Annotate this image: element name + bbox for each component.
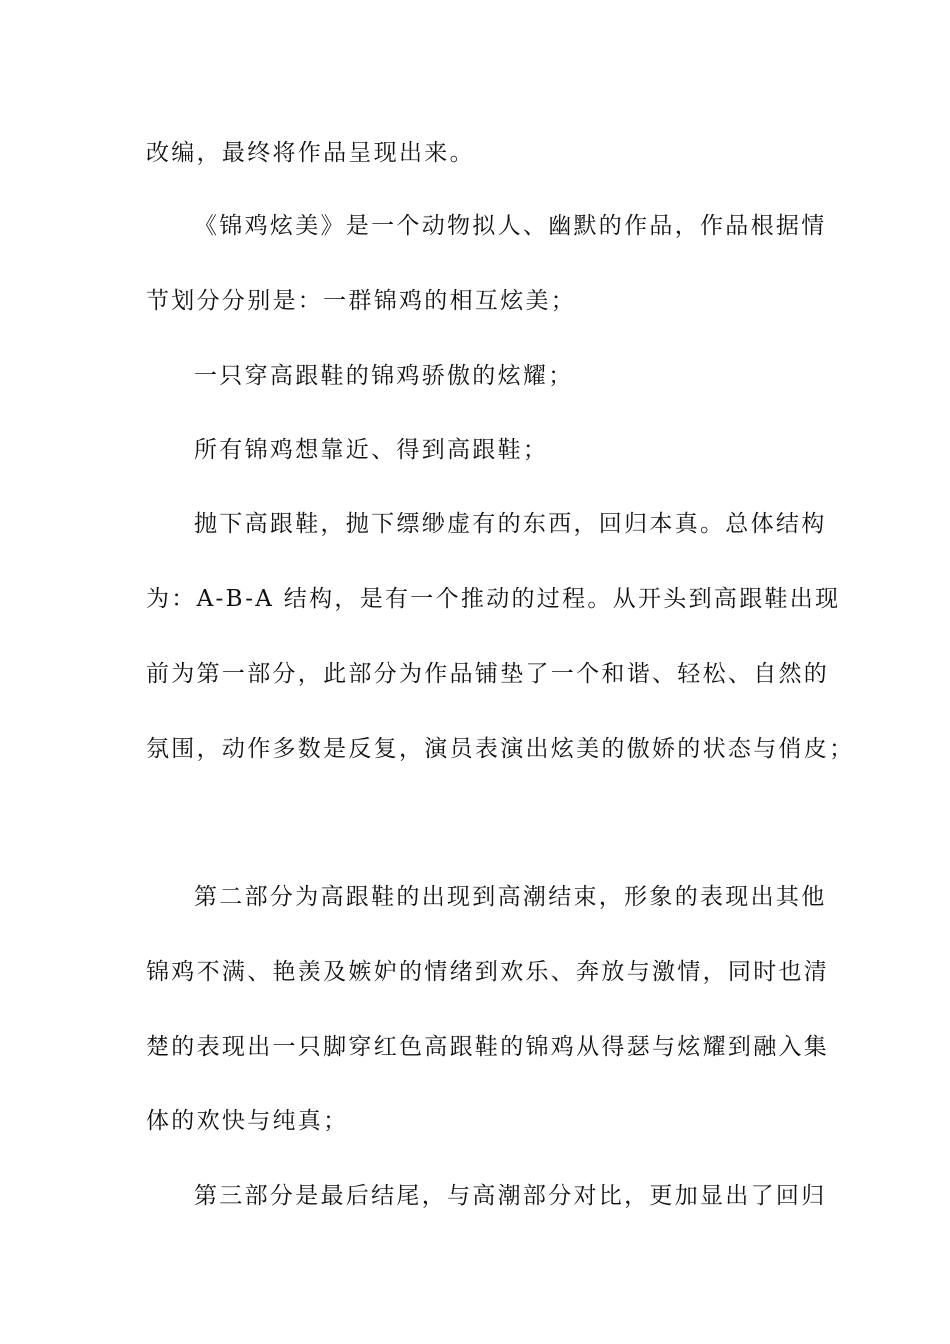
text-line-12: 楚的表现出一只脚穿红色高跟鞋的锦鸡从得瑟与炫耀到融入集 [146,1034,830,1060]
text-line-13: 体的欢快与纯真； [146,1108,349,1134]
text-line-4: 一只穿高跟鞋的锦鸡骄傲的炫耀； [194,363,574,389]
text-line-3: 节划分分别是：一群锦鸡的相互炫美； [146,288,577,314]
text-line-9: 氛围，动作多数是反复，演员表演出炫美的傲娇的状态与俏皮； [146,736,855,762]
text-line-5: 所有锦鸡想靠近、得到高跟鞋； [194,437,549,463]
text-line-8: 前为第一部分，此部分为作品铺垫了一个和谐、轻松、自然的 [146,661,830,687]
text-line-6: 抛下高跟鞋，抛下缥缈虚有的东西，回归本真。总体结构 [194,511,827,537]
text-line-10: 第二部分为高跟鞋的出现到高潮结束，形象的表现出其他 [194,884,827,910]
text-line-1: 改编，最终将作品呈现出来。 [146,140,475,166]
text-line-14: 第三部分是最后结尾，与高潮部分对比，更加显出了回归 [194,1183,827,1209]
text-line-2: 《锦鸡炫美》是一个动物拟人、幽默的作品，作品根据情 [194,213,827,239]
text-line-7: 为：A-B-A 结构，是有一个推动的过程。从开头到高跟鞋出现 [146,586,841,612]
text-line-11: 锦鸡不满、艳羡及嫉妒的情绪到欢乐、奔放与激情，同时也清 [146,959,830,985]
